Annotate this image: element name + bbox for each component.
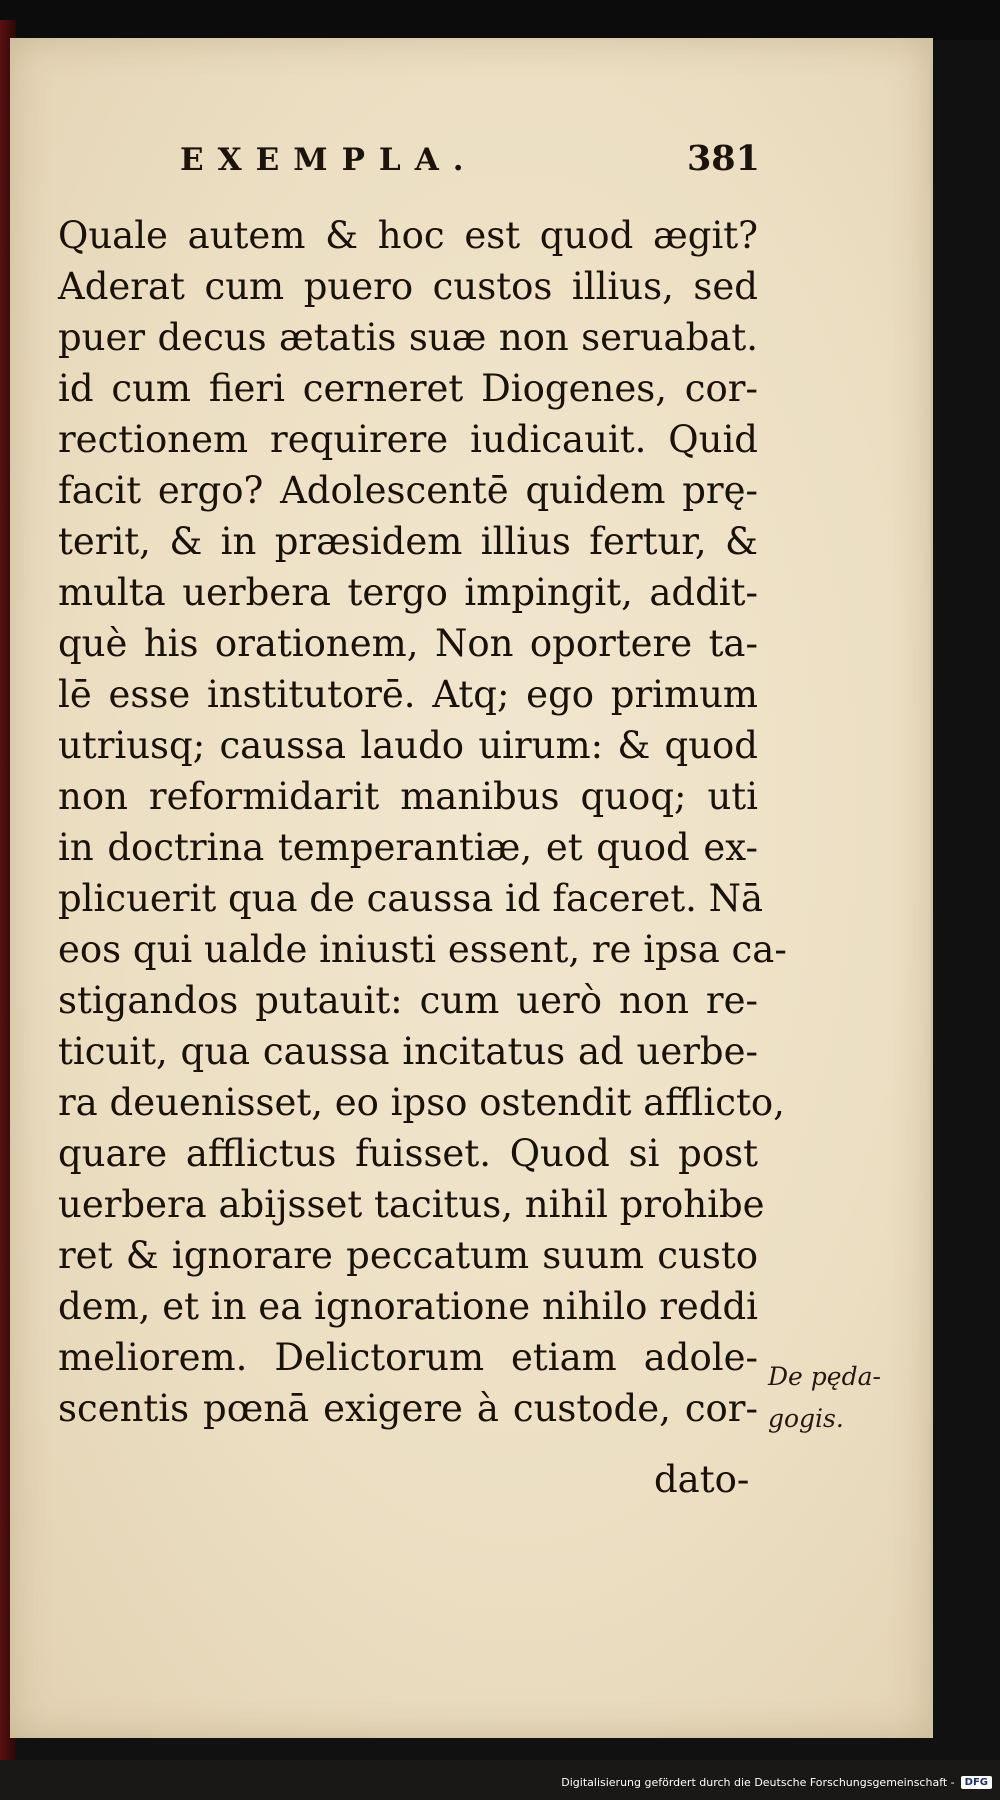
text-line: stigandos putauit: cum uerò non re- (58, 979, 758, 1022)
text-line: facit ergo? Adolescentē quidem prę- (58, 469, 758, 512)
text-line: Aderat cum puero custos illius, sed (58, 265, 758, 308)
text-line: rectionem requirere iudicauit. Quid (58, 418, 758, 461)
text-line: multa uerbera tergo impingit, addit- (58, 571, 758, 614)
running-title: EXEMPLA. (180, 142, 478, 178)
text-line: eos qui ualde iniusti essent, re ipsa ca- (58, 928, 787, 971)
text-line: ra deuenisset, eo ipso ostendit afflicto, (58, 1081, 785, 1124)
main-text-block (58, 210, 787, 1434)
scan-background-top (0, 0, 1000, 40)
text-line: puer decus ætatis suæ non seruabat. (58, 316, 758, 359)
text-line: Quale autem & hoc est quod ægit? (58, 214, 758, 257)
text-line: in doctrina temperantiæ, et quod ex- (58, 826, 758, 869)
text-line: dem, et in ea ignoratione nihilo reddi (58, 1285, 758, 1328)
text-line: ret & ignorare peccatum suum custo (58, 1234, 758, 1277)
text-line: lē esse institutorē. Atq; ego primum (58, 673, 758, 716)
marginal-note-line: gogis. (768, 1404, 844, 1433)
text-line: utriusq; caussa laudo uirum: & quod (58, 724, 758, 767)
page-number: 381 (686, 138, 760, 179)
footer-credit-text: Digitalisierung gefördert durch die Deutsche Forschungsgemeinschaft - (561, 1776, 955, 1789)
catchword: dato- (654, 1458, 750, 1501)
text-line: què his orationem, Non oportere ta- (58, 622, 758, 665)
dfg-logo-icon: DFG (961, 1776, 992, 1789)
text-line: terit, & in præsidem illius fertur, & (58, 520, 758, 563)
text-line: ticuit, qua caussa incitatus ad uerbe- (58, 1030, 758, 1073)
text-line: plicuerit qua de caussa id faceret. Nā (58, 877, 764, 920)
text-line: quare afflictus fuisset. Quod si post (58, 1132, 758, 1175)
marginal-note-line: De pęda- (768, 1362, 881, 1391)
text-line: id cum fieri cerneret Diogenes, cor- (58, 367, 758, 410)
footer-credit (561, 1776, 992, 1789)
book-page (10, 38, 933, 1738)
page-header (180, 138, 760, 198)
text-line: uerbera abijsset tacitus, nihil prohibe (58, 1183, 765, 1226)
text-line: scentis pœnā exigere à custode, cor- (58, 1387, 758, 1430)
text-line: meliorem. Delictorum etiam adole- (58, 1336, 758, 1379)
text-line: non reformidarit manibus quoq; uti (58, 775, 758, 818)
marginal-note (768, 1356, 928, 1440)
